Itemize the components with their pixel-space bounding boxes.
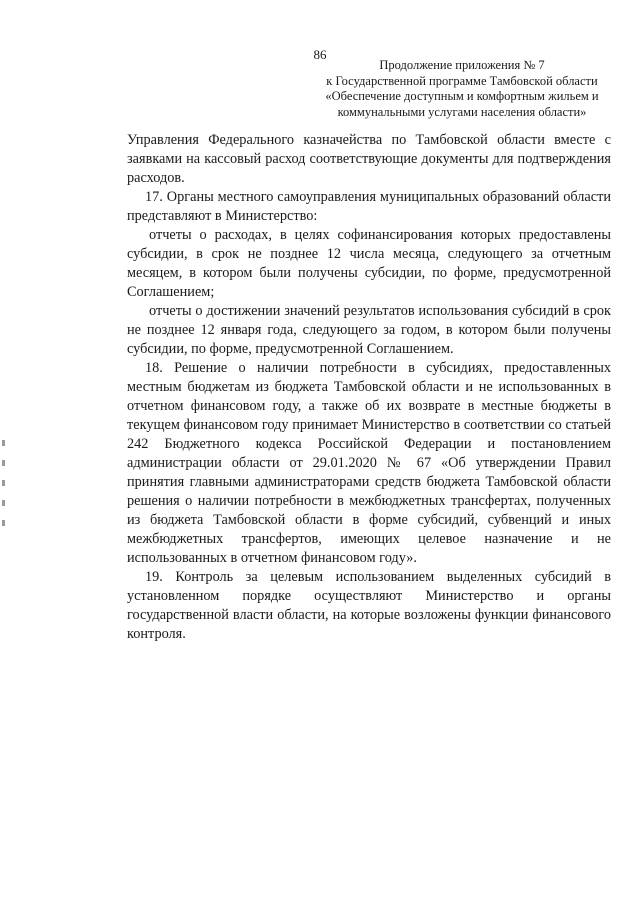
header-line: «Обеспечение доступным и комфортным жильем и (325, 89, 599, 103)
header-line: коммунальными услугами населения области» (337, 104, 587, 119)
paragraph-17: 17. Органы местного самоуправления муниципальных образований области представляют в Министерство: (127, 189, 611, 224)
scan-mark (2, 440, 5, 446)
document-body (127, 131, 611, 644)
paragraph-18: 18. Решение о наличии потребности в субсидиях, предоставленных местным бюджетам из бюджета Тамбовской области и не использованных в отчетном финансовом году, а также об их возврате в местные бюджеты в текущем финансовом году принимает Министерство в соответствии со статьей 242 Бюджетного кодекса Российской Федерации и постановлением администрации области от 29.01.2020 № 67 «Об утверждении Правил принятия главными администраторами средств бюджета Тамбовской области решения о наличии потребности в межбюджетных трансфертах, полученных из бюджета Тамбовской области в форме субсидий, субвенций и иных межбюджетных трансфертов, имеющих целевое назначение и не использованных в отчетном финансовом году». (127, 360, 611, 566)
scan-mark (2, 480, 5, 486)
page-number: 86 (313, 47, 327, 62)
scan-mark (2, 520, 5, 526)
header-line: к Государственной программе Тамбовской области (326, 73, 598, 88)
header-line: Продолжение приложения № 7 (379, 58, 545, 72)
paragraph-continuation: Управления Федерального казначейства по Тамбовской области вместе с заявками на кассовый расход соответствующие документы для подтверждения расходов. (127, 132, 611, 186)
scan-mark (2, 500, 5, 506)
paragraph-17-item-2: отчеты о достижении значений результатов использования субсидий в срок не позднее 12 января года, следующего за годом, в котором были получены субсидии, по форме, предусмотренной Соглашением. (127, 303, 611, 357)
paragraph-19: 19. Контроль за целевым использованием выделенных субсидий в установленном порядке осуществляют Министерство и органы государственной власти области, на которые возложены функции финансового контроля. (127, 569, 611, 642)
scan-margin-marks (2, 440, 6, 550)
scan-mark (2, 460, 5, 466)
appendix-header (312, 58, 612, 120)
paragraph-17-item-1: отчеты о расходах, в целях софинансирования которых предоставлены субсидии, в срок не позднее 12 числа месяца, следующего за отчетным месяцем, в котором были получены субсидии, по форме, предусмотренной Соглашением; (127, 227, 611, 300)
